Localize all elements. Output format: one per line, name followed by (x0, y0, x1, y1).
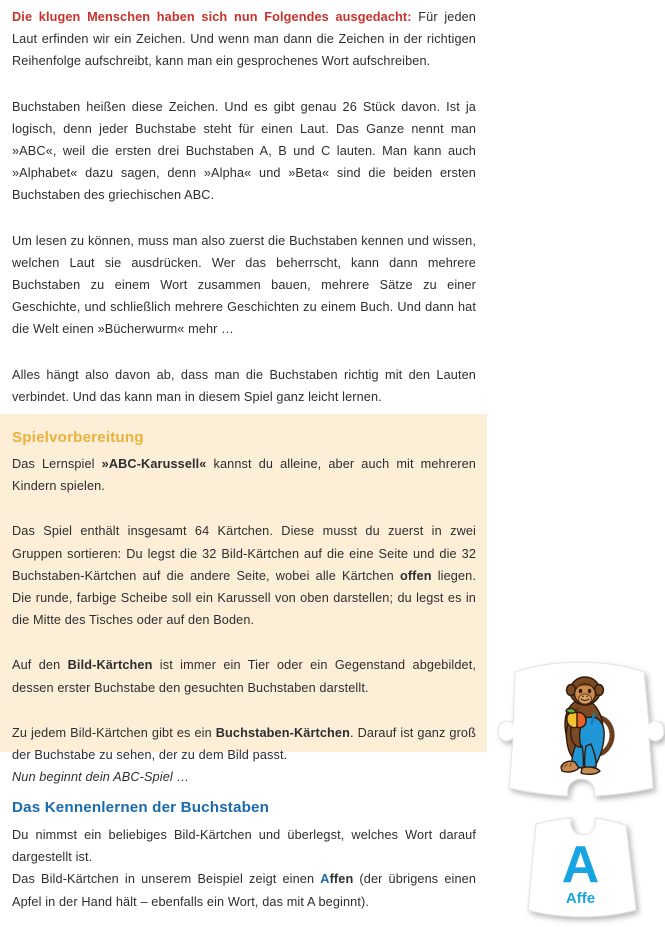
monkey-icon (549, 674, 619, 779)
prep-p1-bold: »ABC-Karussell« (101, 457, 207, 471)
intro-paragraph-3: Um lesen zu können, muss man also zuerst die Buchstaben kennen und wissen, welchen Laut sie ausdrücken. Wer das beherrscht, kann dann mehrere Buchstaben zu einem Wort zusammen bauen, mehrere Sätze zu einer Geschichte, und schließlich mehrere Geschichten zu einem Buch. Und dann hat die Welt einen »Bücherwurm« mehr … (12, 233, 476, 337)
intro-paragraph-1-rest: Für jeden Laut erfinden wir ein Zeichen. Und wenn man dann die Zeichen in der richtigen Reihenfolge aufschreibt, kann man ein gesprochenes Wort aufschreiben. (12, 10, 476, 69)
prep-p2-bold: offen (399, 568, 432, 583)
intro-paragraph-2: Buchstaben heißen diese Zeichen. Und es gibt genau 26 Stück davon. Ist ja logisch, denn jeder Buchstabe steht für einen Laut. Das Ganze nennt man »ABC«, weil die ersten drei Buchstaben A, B und C lauten. Man kann auch »Alphabet« dazu sagen, denn »Alpha« und »Beta« sind die beiden ersten Buchstaben des griechischen ABC. (12, 99, 476, 203)
monkey-illustration (549, 674, 619, 779)
spielvorbereitung-heading: Spielvorbereitung (12, 429, 144, 446)
kennenlernen-heading: Das Kennenlernen der Buchstaben (12, 799, 270, 816)
learning-p2-accent-rest: ffen (329, 872, 354, 887)
picture-card-puzzle-piece (497, 652, 665, 812)
paragraph-spacer (12, 352, 476, 364)
preparation-paragraph-4 (12, 722, 476, 766)
prep-p3-text-a: Auf den (12, 658, 68, 673)
letter-glyph: A (561, 836, 600, 894)
paragraph-spacer (12, 710, 476, 722)
prep-p4-text-a: Zu jedem Bild-Kärtchen gibt es ein (12, 725, 216, 740)
spielvorbereitung-box (0, 414, 487, 785)
preparation-paragraph-1 (12, 453, 476, 497)
learning-paragraph-2 (12, 868, 476, 912)
prep-p3-bold: Bild-Kärtchen (67, 658, 153, 673)
preparation-paragraph-2 (12, 520, 476, 631)
letter-card-shape-icon (518, 810, 643, 925)
prep-p2-text-a: Das Spiel enthält insgesamt 64 Kärtchen. Diese musst du zuerst in zwei Gruppen sortieren: Du legst die 32 Bild-Kärtchen auf die eine Seite und die 32 Buchstaben-Kärtchen auf die andere Seite, wobei alle Kärtchen (12, 524, 476, 583)
paragraph-spacer (12, 84, 476, 96)
puzzle-illustration-group (489, 652, 665, 927)
preparation-closing-italic: Nun beginnt dein ABC-Spiel … (12, 770, 190, 785)
paragraph-spacer (12, 508, 476, 520)
prep-p1-text-a: Das Lernspiel (12, 457, 102, 471)
letter-word-label: Affe (565, 890, 596, 907)
prep-p1-text-b: kannst du alleine, aber auch mit mehreren Kindern spielen. (12, 457, 476, 494)
learning-paragraph-1: Du nimmst ein beliebiges Bild-Kärtchen und überlegst, welches Wort darauf dargestellt ist. (12, 828, 476, 865)
prep-p3-text-b: ist immer ein Tier oder ein Gegenstand abgebildet, dessen erster Buchstabe den gesuchten Buchstaben darstellt. (12, 658, 477, 695)
intro-lead-red: Die klugen Menschen haben sich nun Folgendes ausgedacht: (12, 10, 412, 24)
learning-p2-text-a: Das Bild-Kärtchen in unserem Beispiel zeigt einen (12, 872, 321, 887)
intro-paragraph-4: Alles hängt also davon ab, dass man die Buchstaben richtig mit den Lauten verbindet. Und das kann man in diesem Spiel ganz leicht lernen. (12, 367, 476, 404)
prep-p2-text-b: liegen. Die runde, farbige Scheibe soll ein Karussell von oben darstellen; du legst es in die Mitte des Tisches oder auf den Boden. (12, 568, 476, 628)
intro-text-column (12, 0, 476, 408)
spielvorbereitung-content (12, 428, 476, 788)
kennenlernen-section (12, 798, 476, 913)
paragraph-spacer (12, 642, 476, 654)
paragraph-spacer (12, 218, 476, 230)
intro-paragraph-1 (12, 6, 476, 73)
prep-p4-text-b: . Darauf ist ganz groß der Buchstabe zu sehen, der zu dem Bild passt. (12, 725, 476, 763)
preparation-paragraph-3 (12, 654, 476, 698)
prep-p4-bold: Buchstaben-Kärtchen (215, 725, 350, 740)
learning-p2-text-b: (der übrigens einen Apfel in der Hand hält – ebenfalls ein Wort, das mit A beginnt). (12, 872, 477, 909)
learning-p2-accent-letter: A (320, 872, 330, 887)
letter-card-puzzle-piece (518, 810, 643, 925)
